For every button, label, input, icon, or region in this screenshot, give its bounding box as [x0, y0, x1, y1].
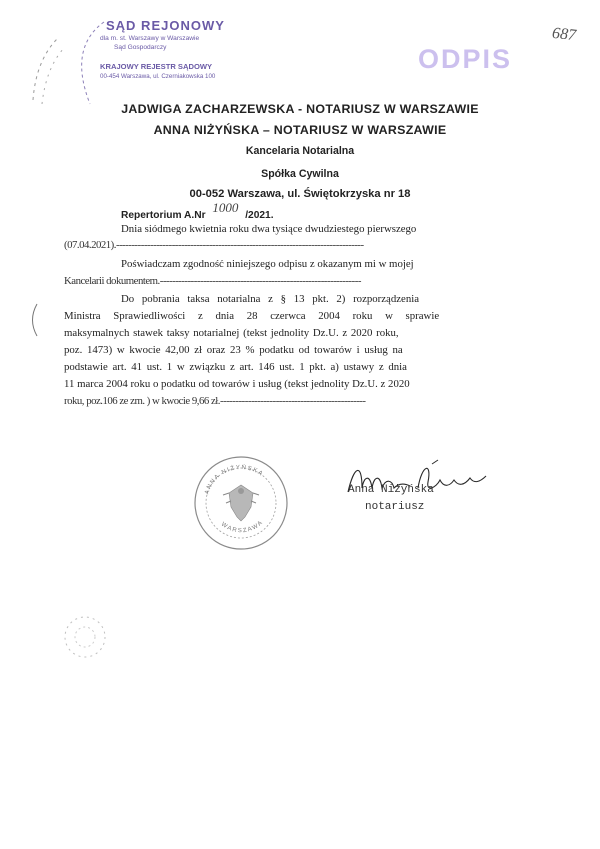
body-line: (07.04.2021).-------------------------------------------------------------------------------- — [64, 239, 364, 251]
office-name: Kancelaria Notarialna — [245, 145, 355, 157]
court-stamp-registry: KRAJOWY REJESTR SĄDOWY — [100, 62, 213, 71]
repertorium-year: /2021. — [245, 210, 274, 221]
notary-seal-icon — [193, 455, 289, 551]
body-line: Kancelarii dokumentem.----------------------------------------------------------------- — [64, 275, 361, 287]
notary-header-line-2: ANNA NIŻYŃSKA – NOTARIUSZ W WARSZAWIE — [153, 123, 447, 137]
body-line: roku, poz.106 ze zm. ) w kwocie 9,66 zł.----------------------------------------------- — [64, 395, 366, 407]
court-stamp-line: Sąd Gospodarczy — [114, 44, 167, 51]
repertorium-label: Repertorium A.Nr — [121, 210, 206, 221]
faded-stamp-fragment-icon — [55, 612, 115, 662]
body-line: maksymalnych stawek taksy notarialnej (tekst jednolity Dz.U. z 2020 roku, — [64, 327, 399, 339]
court-stamp-address: 00-454 Warszawa, ul. Czerniakowska 100 — [100, 73, 216, 80]
body-line: 11 marca 2004 roku o podatku od towarów i usług (tekst jednolity Dz.U. z 2020 — [64, 378, 410, 390]
seal-bottom-text: WARSZAWA — [219, 519, 265, 535]
signatory-role: notariusz — [365, 501, 425, 513]
copy-stamp: ODPIS — [418, 44, 513, 74]
court-stamp — [60, 18, 290, 108]
notary-header-line-1: JADWIGA ZACHARZEWSKA - NOTARIUSZ W WARSZAWIE — [121, 102, 479, 116]
body-line: Poświadczam zgodność niniejszego odpisu z okazanym mi w mojej — [121, 258, 414, 270]
body-line: Ministra Sprawiedliwości z dnia 28 czerwca 2004 roku w sprawie — [64, 310, 440, 322]
body-line: Dnia siódmego kwietnia roku dwa tysiące dwudziestego pierwszego — [121, 223, 417, 235]
court-stamp-line: dla m. st. Warszawy w Warszawie — [100, 35, 200, 42]
signatory-name: Anna Niżyńska — [348, 484, 434, 496]
body-line: podstawie art. 41 ust. 1 w związku z art. 146 ust. 1 pkt. a) ustawy z dnia — [64, 361, 407, 373]
seal-top-text: ANNA NIŻYŃSKA — [204, 464, 265, 496]
punch-hole-mark-icon — [26, 300, 40, 340]
company-type: Spółka Cywilna — [261, 168, 339, 180]
repertorium-line — [121, 200, 274, 222]
body-line: Do pobrania taksa notarialna z § 13 pkt. 2) rozporządzenia — [121, 293, 420, 305]
office-address: 00-052 Warszawa, ul. Świętokrzyska nr 18 — [189, 188, 411, 200]
body-line: poz. 1473) w kwocie 42,00 zł oraz 23 % podatku od towarów i usług na — [64, 344, 403, 356]
repertorium-number: 1000 — [212, 200, 239, 215]
court-stamp-title: SĄD REJONOWY — [106, 18, 225, 33]
handwritten-page-number: 687 — [551, 24, 577, 45]
